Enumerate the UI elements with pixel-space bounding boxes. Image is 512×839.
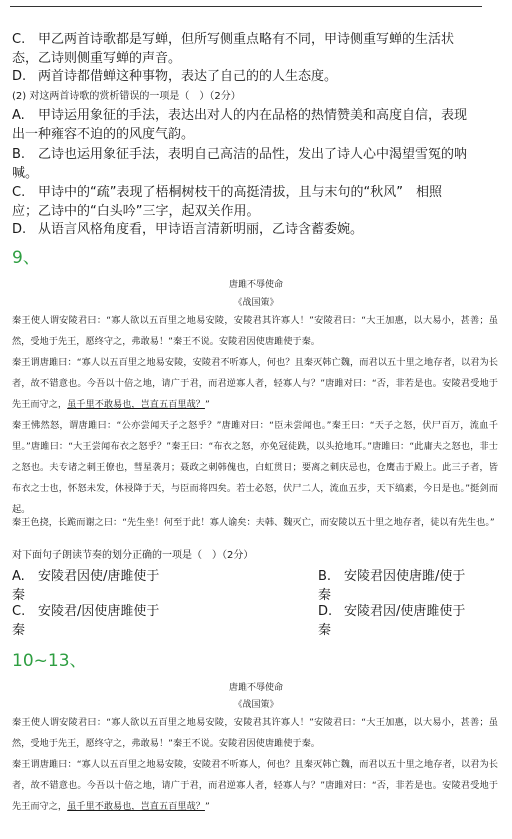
option-key: C. (12, 185, 26, 200)
q9-passage-p1: 秦王使人谓安陵君曰：“寡人欲以五百里之地易安陵，安陵君其许寡人！”安陵君曰：“大王加惠，以大易小，甚善；虽然，受地于先王，愿终守之，弗敢易！”秦王不说。安陵君因使唐雎使于秦。 (12, 315, 498, 347)
q8-sub2-option-b (12, 145, 490, 183)
option-key: D. (12, 222, 27, 237)
q8-option-d (12, 67, 490, 86)
top-rule (10, 6, 482, 7)
option-key: B. (12, 147, 26, 162)
p2-underlined: 虽千里不敢易也，岂直五百里哉？ (67, 399, 205, 410)
option-key: C. (12, 32, 26, 47)
q8-sub2-option-a (12, 106, 490, 144)
q9-option-d (318, 602, 508, 640)
option-text-line2: 秦 (12, 588, 26, 603)
q9-passage-p4: 秦王色挠，长跪而谢之曰：“先生坐！何至于此！寡人谕矣：夫韩、魏灭亡，而安陵以五十里之地存者，徒以有先生也。” (12, 517, 495, 528)
option-key: A. (12, 108, 25, 123)
option-text-line2: 喊。 (12, 166, 39, 181)
q9-passage-title: 唐雎不辱使命 (228, 280, 283, 290)
q10-passage-title: 唐雎不辱使命 (228, 683, 283, 693)
option-text-line1: 安陵君因使/唐雎使于 (38, 569, 160, 584)
option-text-line2: 秦 (12, 623, 26, 638)
option-text-line1: 甲乙两首诗歌都是写蝉，但所写侧重点略有不同，甲诗侧重写蝉的生活状 (38, 32, 455, 47)
option-key: D. (318, 604, 333, 619)
q9-question: 对下面句子朗读节奏的划分正确的一项是（ ）（2分） (12, 550, 254, 561)
option-text-line2: 出一种雍容不迫的的风度气韵。 (12, 127, 195, 142)
p2-text: 秦王谓唐雎曰：“寡人以五百里之地易安陵，安陵君不听寡人，何也？且秦灭韩亡魏，而君以五十里之地存者，以君为长者，故不错意也。今吾以十倍之地，请广于君，而君逆寡人者，轻寡人与？”唐雎对曰：“否，非若是也。安陵君受地于先王而守之， (12, 357, 498, 410)
option-text-line2: 秦 (318, 588, 332, 603)
p2-underlined: 虽千里不敢易也，岂直五百里哉？ (67, 801, 205, 812)
q9-option-b (318, 567, 508, 605)
q8-option-c (12, 30, 490, 68)
q10-passage-source: 《战国策》 (233, 700, 279, 710)
option-key: A. (12, 569, 25, 584)
option-text: 两首诗都借蝉这种事物，表达了自己的的人生态度。 (38, 69, 338, 84)
q10-passage-p2 (12, 754, 498, 817)
q9-option-a (12, 567, 312, 605)
q9-passage-source: 《战国策》 (233, 298, 279, 308)
option-text-line1: 甲诗运用象征的手法，表达出对人的内在品格的热情赞美和高度自信，表现 (38, 108, 468, 123)
option-text-line1: 甲诗中的“疏”表现了梧桐树枝干的高挺清拔，且与末句的“秋风” 相照 (38, 185, 442, 200)
option-text: 从语言风格角度看，甲诗语言清新明丽，乙诗含蓄委婉。 (38, 222, 364, 237)
option-text-line1: 安陵君因/使唐雎使于 (344, 604, 466, 619)
option-key: D. (12, 69, 27, 84)
q9-option-c (12, 602, 312, 640)
option-key: B. (318, 569, 332, 584)
q9-passage-p2 (12, 352, 498, 415)
p2-close: ” (204, 399, 210, 410)
q9-passage-p3: 秦王怫然怒，谓唐雎曰：“公亦尝闻天子之怒乎？”唐雎对曰：“臣未尝闻也。”秦王曰：“天子之怒，伏尸百万，流血千里。”唐雎曰：“大王尝闻布衣之怒乎？”秦王曰：“布衣之怒，亦免冠徒跣，以头抢地耳。”唐雎曰：“此庸夫之怒也，非士之怒也。夫专诸之刺王僚也，彗星袭月；聂政之刺韩傀也，白虹贯日；要离之刺庆忌也，仓鹰击于殿上。此三子者，皆布衣之士也，怀怒未发，休祲降于天，与臣而将四矣。若士必怒，伏尸二人，流血五步，天下缟素，今日是也。”挺剑而起。 (12, 420, 498, 515)
p2-close: ” (204, 801, 210, 812)
p2-text: 秦王谓唐雎曰：“寡人以五百里之地易安陵，安陵君不听寡人，何也？且秦灭韩亡魏，而君以五十里之地存者，以君为长者，故不错意也。今吾以十倍之地，请广于君，而君逆寡人者，轻寡人与？”唐雎对曰：“否，非若是也。安陵君受地于先王而守之， (12, 759, 498, 812)
option-text-line1: 安陵君/因使唐雎使于 (38, 604, 160, 619)
option-text-line2: 秦 (318, 623, 332, 638)
option-key: C. (12, 604, 26, 619)
option-text-line1: 安陵君因使唐雎/使于 (344, 569, 466, 584)
q8-sub2-option-c (12, 183, 490, 221)
q8-sub2-question: (2) 对这两首诗歌的赏析错误的一项是（ ）（2分） (12, 91, 241, 102)
option-text-line2: 应；乙诗中的“白头吟”三字，起双关作用。 (12, 204, 260, 219)
q10-passage-p1: 秦王使人谓安陵君曰：“寡人欲以五百里之地易安陵，安陵君其许寡人！”安陵君曰：“大王加惠，以大易小，甚善；虽然，受地于先王，愿终守之，弗敢易！”秦王不说。安陵君因使唐雎使于秦。 (12, 717, 498, 749)
option-text-line2: 态，乙诗则侧重写蝉的声音。 (12, 51, 182, 66)
q9-heading: 9、 (12, 248, 40, 268)
option-text-line1: 乙诗也运用象征手法，表明自己高洁的品性，发出了诗人心中渴望雪冤的呐 (38, 147, 468, 162)
q10-heading: 10~13、 (12, 651, 87, 671)
q8-sub2-option-d (12, 220, 490, 239)
